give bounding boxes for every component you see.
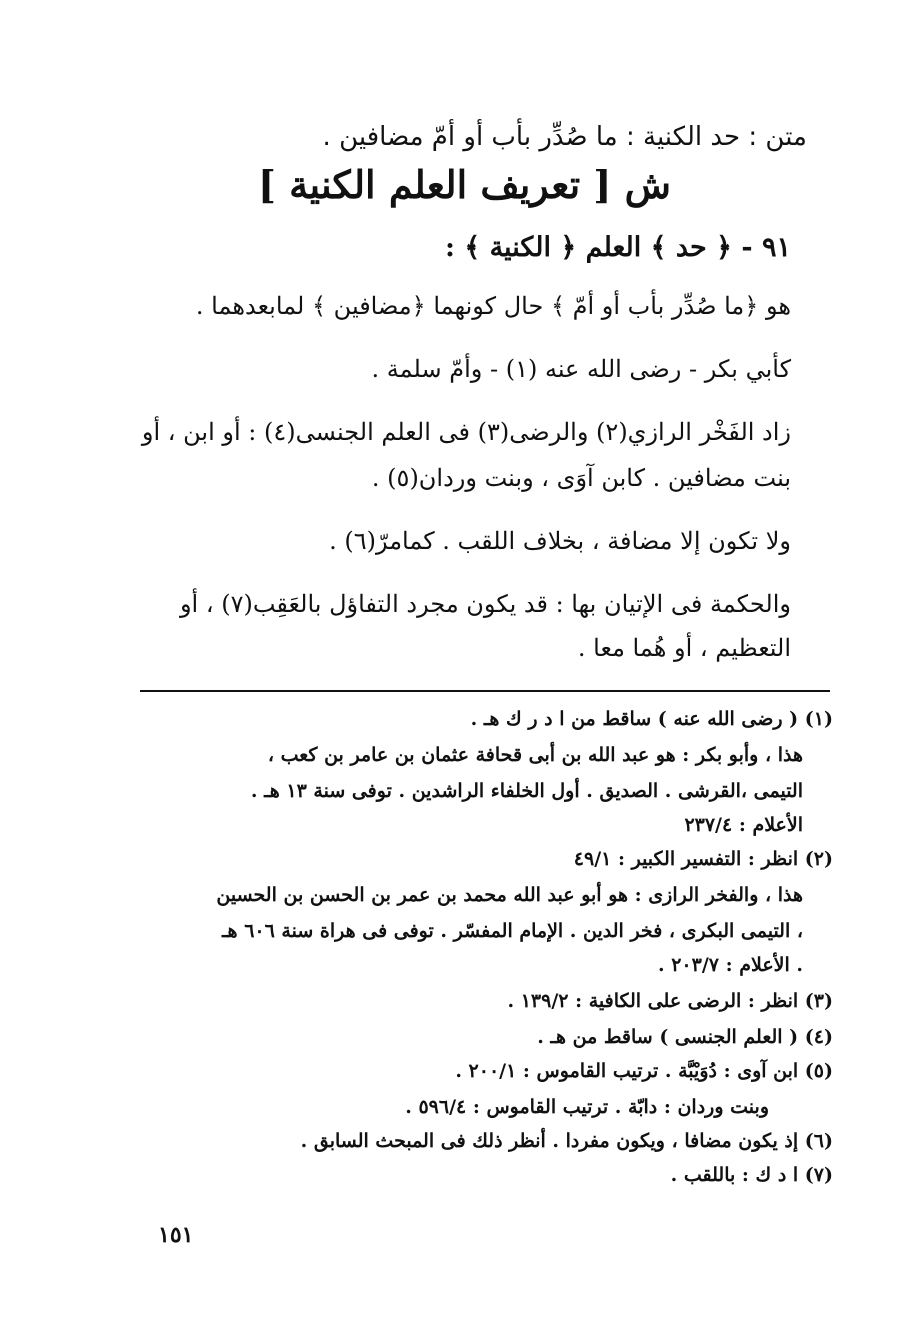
footnote-4: (٤) ( العلم الجنسى ) ساقط من هـ . [537,1026,833,1048]
footnote-6: (٦) إذ يكون مضافا ، ويكون مفردا . أنظر ذلك فى المبحث السابق . [300,1130,833,1152]
footnote-1-cont-2: التيمى ،القرشى . الصديق . أول الخلفاء الراشدين . توفى سنة ١٣ هـ . [250,780,803,802]
body-paragraph-5-line-2: التعظيم ، أو هُما معا . [577,634,791,662]
body-paragraph-1: هو ﴿ما صُدِّر بأب أو أمّ ﴾ حال كونهما ﴿مضافين ﴾ لمابعدهما . [195,292,791,320]
entry-heading: ٩١ - ﴿ حد ﴾ العلم ﴿ الكنية ﴾ : [444,232,791,263]
footnote-2: (٢) انظر : التفسير الكبير : ٤٩/١ [573,848,833,870]
body-paragraph-3-line-1: زاد الفَخْر الرازي(٢) والرضى(٣) فى العلم الجنسى(٤) : أو ابن ، أو [141,418,791,446]
footnote-separator [140,690,830,692]
footnote-5-cont-1: وبنت وردان : دابّة . ترتيب القاموس : ٥٩٦/٤ . [405,1096,769,1118]
footnote-7: (٧) ا د ك : باللقب . [670,1164,833,1186]
body-paragraph-2: كأبي بكر - رضى الله عنه (١) - وأمّ سلمة . [371,355,791,383]
footnote-1: (١) ( رضى الله عنه ) ساقط من ا د ر ك هـ . [470,708,833,730]
body-paragraph-5-line-1: والحكمة فى الإتيان بها : قد يكون مجرد التفاؤل بالعَقِب(٧) ، أو [179,590,791,618]
matn-line: متن : حد الكنية : ما صُدِّر بأب أو أمّ مضافين . [322,122,807,152]
footnote-3: (٣) انظر : الرضى على الكافية : ١٣٩/٢ . [507,990,833,1012]
footnote-5: (٥) ابن آوى : دُوَيْبَّة . ترتيب القاموس : ٢٠٠/١ . [455,1060,833,1082]
footnote-2-cont-3: . الأعلام : ٢٠٣/٧ . [657,954,803,976]
footnote-1-cont-3: الأعلام : ٢٣٧/٤ [684,814,803,836]
body-paragraph-4: ولا تكون إلا مضافة ، بخلاف اللقب . كمامرّ(٦) . [329,527,791,555]
footnote-2-cont-2: ، التيمى البكرى ، فخر الدين . الإمام المفسّر . توفى فى هراة سنة ٦٠٦ هـ [221,920,803,942]
footnote-2-cont-1: هذا ، والفخر الرازى : هو أبو عبد الله محمد بن عمر بن الحسن بن الحسين [216,884,803,906]
page-number: ١٥١ [158,1222,194,1248]
footnote-1-cont-1: هذا ، وأبو بكر : هو عبد الله بن أبى قحافة عثمان بن عامر بن كعب ، [267,744,803,766]
section-heading: ش [ تعريف العلم الكنية ] [257,162,671,207]
body-paragraph-3-line-2: بنت مضافين . كابن آوَى ، وبنت وردان(٥) . [371,464,791,492]
